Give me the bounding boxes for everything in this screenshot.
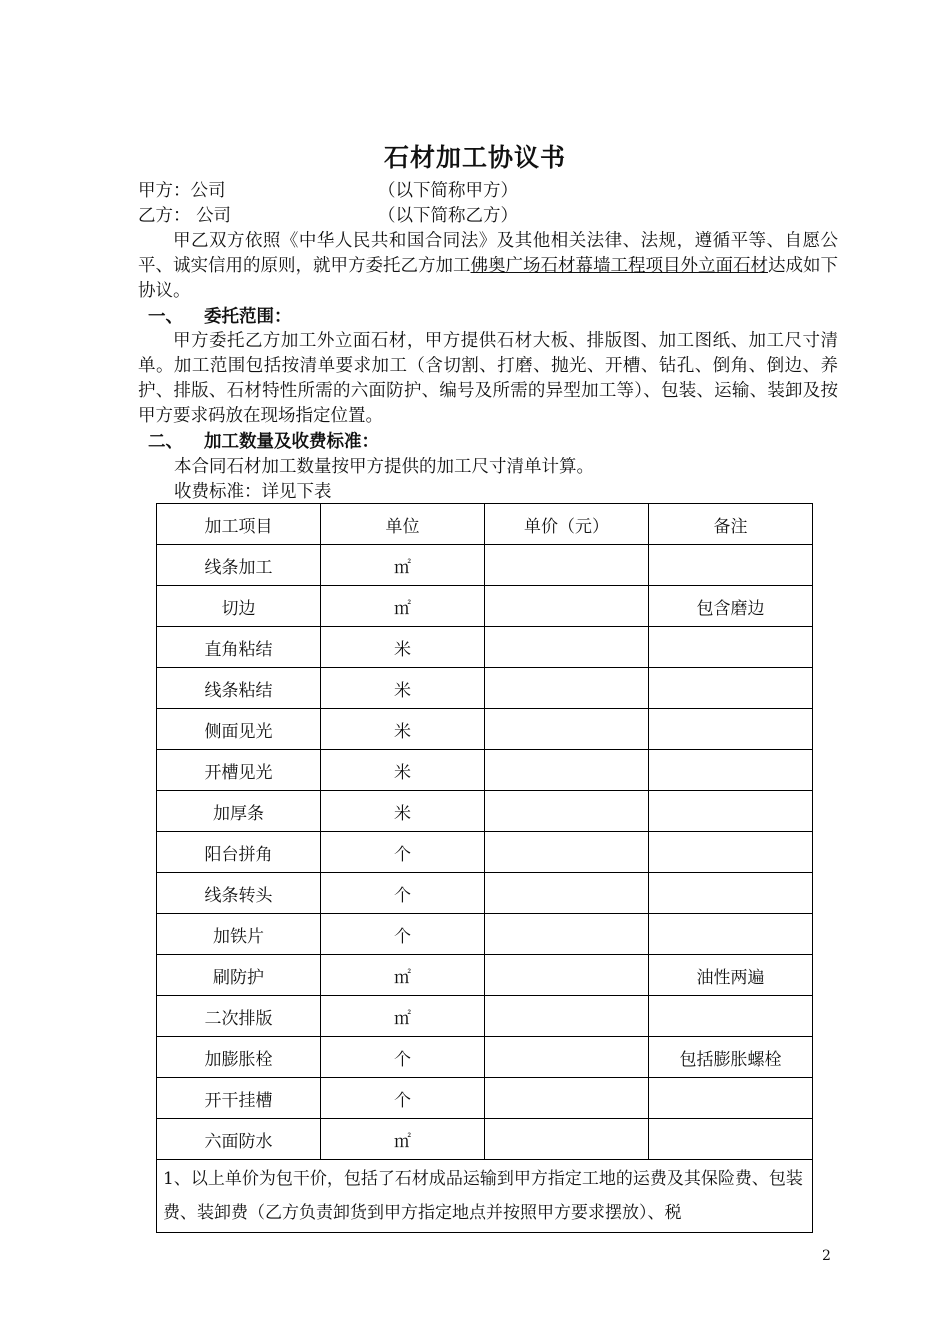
price-cell <box>485 627 649 668</box>
intro-paragraph <box>138 229 838 304</box>
remark-cell <box>649 750 813 791</box>
price-cell <box>485 996 649 1037</box>
table-header-row <box>157 504 813 545</box>
table-row <box>157 1078 813 1119</box>
item-cell: 开干挂槽 <box>157 1078 321 1119</box>
remark-cell: 油性两遍 <box>649 955 813 996</box>
remark-cell <box>649 709 813 750</box>
remark-cell <box>649 832 813 873</box>
section2-heading: 加工数量及收费标准： <box>204 432 379 452</box>
unit-cell: 个 <box>321 914 485 955</box>
document-title: 石材加工协议书 <box>383 143 566 172</box>
item-cell: 线条粘结 <box>157 668 321 709</box>
table-note: 1、以上单价为包干价，包括了石材成品运输到甲方指定工地的运费及其保险费、包装费、装卸费（乙方负责卸货到甲方指定地点并按照甲方要求摆放）、税 <box>157 1160 813 1233</box>
intro-text-before: 甲乙双方依照《中华人民共和国合同法》及其他相关法律、法规，遵循平等、自愿公平、诚实信用的原则，就甲方委托乙方加工 <box>138 231 838 276</box>
header-price: 单价（元） <box>485 504 649 545</box>
remark-cell: 包括膨胀螺栓 <box>649 1037 813 1078</box>
party-a-label: 甲方：公司 <box>138 181 226 201</box>
item-cell: 加厚条 <box>157 791 321 832</box>
price-cell <box>485 873 649 914</box>
price-cell <box>485 586 649 627</box>
table-row <box>157 955 813 996</box>
page-number: 2 <box>822 1248 831 1264</box>
unit-cell: ㎡ <box>321 1119 485 1160</box>
remark-cell <box>649 1119 813 1160</box>
table-row <box>157 750 813 791</box>
table-row <box>157 914 813 955</box>
table-row <box>157 1119 813 1160</box>
item-cell: 刷防护 <box>157 955 321 996</box>
item-cell: 侧面见光 <box>157 709 321 750</box>
remark-cell <box>649 627 813 668</box>
remark-cell <box>649 914 813 955</box>
price-cell <box>485 1078 649 1119</box>
intro-text-after: 达成如下协议。 <box>138 256 838 301</box>
price-cell <box>485 955 649 996</box>
remark-cell <box>649 996 813 1037</box>
table-row <box>157 1037 813 1078</box>
table-row <box>157 545 813 586</box>
table-row <box>157 996 813 1037</box>
item-cell: 线条转头 <box>157 873 321 914</box>
unit-cell: 个 <box>321 873 485 914</box>
price-cell <box>485 750 649 791</box>
unit-cell: 米 <box>321 750 485 791</box>
party-a-note: （以下简称甲方） <box>378 181 518 201</box>
price-cell <box>485 914 649 955</box>
unit-cell: 个 <box>321 832 485 873</box>
table-note-row <box>157 1160 813 1233</box>
remark-cell <box>649 1078 813 1119</box>
table-row <box>157 586 813 627</box>
party-b-note: （以下简称乙方） <box>378 206 518 226</box>
item-cell: 加铁片 <box>157 914 321 955</box>
section1-body: 甲方委托乙方加工外立面石材，甲方提供石材大板、排版图、加工图纸、加工尺寸清单。加工范围包括按清单要求加工（含切割、打磨、抛光、开槽、钻孔、倒角、倒边、养护、排版、石材特性所需的六面防护、编号及所需的异型加工等）、包装、运输、装卸及按甲方要求码放在现场指定位置。 <box>138 331 838 426</box>
unit-cell: 个 <box>321 1037 485 1078</box>
item-cell: 二次排版 <box>157 996 321 1037</box>
section2-line1: 本合同石材加工数量按甲方提供的加工尺寸清单计算。 <box>174 457 594 477</box>
remark-cell <box>649 545 813 586</box>
price-cell <box>485 791 649 832</box>
unit-cell: ㎡ <box>321 955 485 996</box>
table-row <box>157 791 813 832</box>
unit-cell: ㎡ <box>321 545 485 586</box>
unit-cell: ㎡ <box>321 586 485 627</box>
project-name: 佛奥广场石材幕墙工程项目外立面石材 <box>470 256 768 276</box>
price-cell <box>485 1037 649 1078</box>
unit-cell: 米 <box>321 627 485 668</box>
item-cell: 直角粘结 <box>157 627 321 668</box>
table-row <box>157 627 813 668</box>
price-cell <box>485 668 649 709</box>
item-cell: 切边 <box>157 586 321 627</box>
unit-cell: 个 <box>321 1078 485 1119</box>
unit-cell: 米 <box>321 668 485 709</box>
section2-number: 二、 <box>148 432 183 452</box>
item-cell: 阳台拼角 <box>157 832 321 873</box>
price-cell <box>485 832 649 873</box>
fee-table <box>156 503 813 1233</box>
remark-cell <box>649 791 813 832</box>
section2-line2: 收费标准：详见下表 <box>174 482 332 502</box>
item-cell: 加膨胀栓 <box>157 1037 321 1078</box>
unit-cell: 米 <box>321 791 485 832</box>
remark-cell <box>649 668 813 709</box>
item-cell: 线条加工 <box>157 545 321 586</box>
header-unit: 单位 <box>321 504 485 545</box>
table-row <box>157 668 813 709</box>
header-item: 加工项目 <box>157 504 321 545</box>
price-cell <box>485 545 649 586</box>
table-row <box>157 709 813 750</box>
section1-heading: 委托范围： <box>204 307 292 327</box>
item-cell: 开槽见光 <box>157 750 321 791</box>
table-row <box>157 873 813 914</box>
unit-cell: 米 <box>321 709 485 750</box>
price-cell <box>485 709 649 750</box>
item-cell: 六面防水 <box>157 1119 321 1160</box>
price-cell <box>485 1119 649 1160</box>
table-row <box>157 832 813 873</box>
remark-cell: 包含磨边 <box>649 586 813 627</box>
remark-cell <box>649 873 813 914</box>
unit-cell: ㎡ <box>321 996 485 1037</box>
header-remark: 备注 <box>649 504 813 545</box>
party-b-label: 乙方： 公司 <box>138 206 232 226</box>
section1-number: 一、 <box>148 307 183 327</box>
